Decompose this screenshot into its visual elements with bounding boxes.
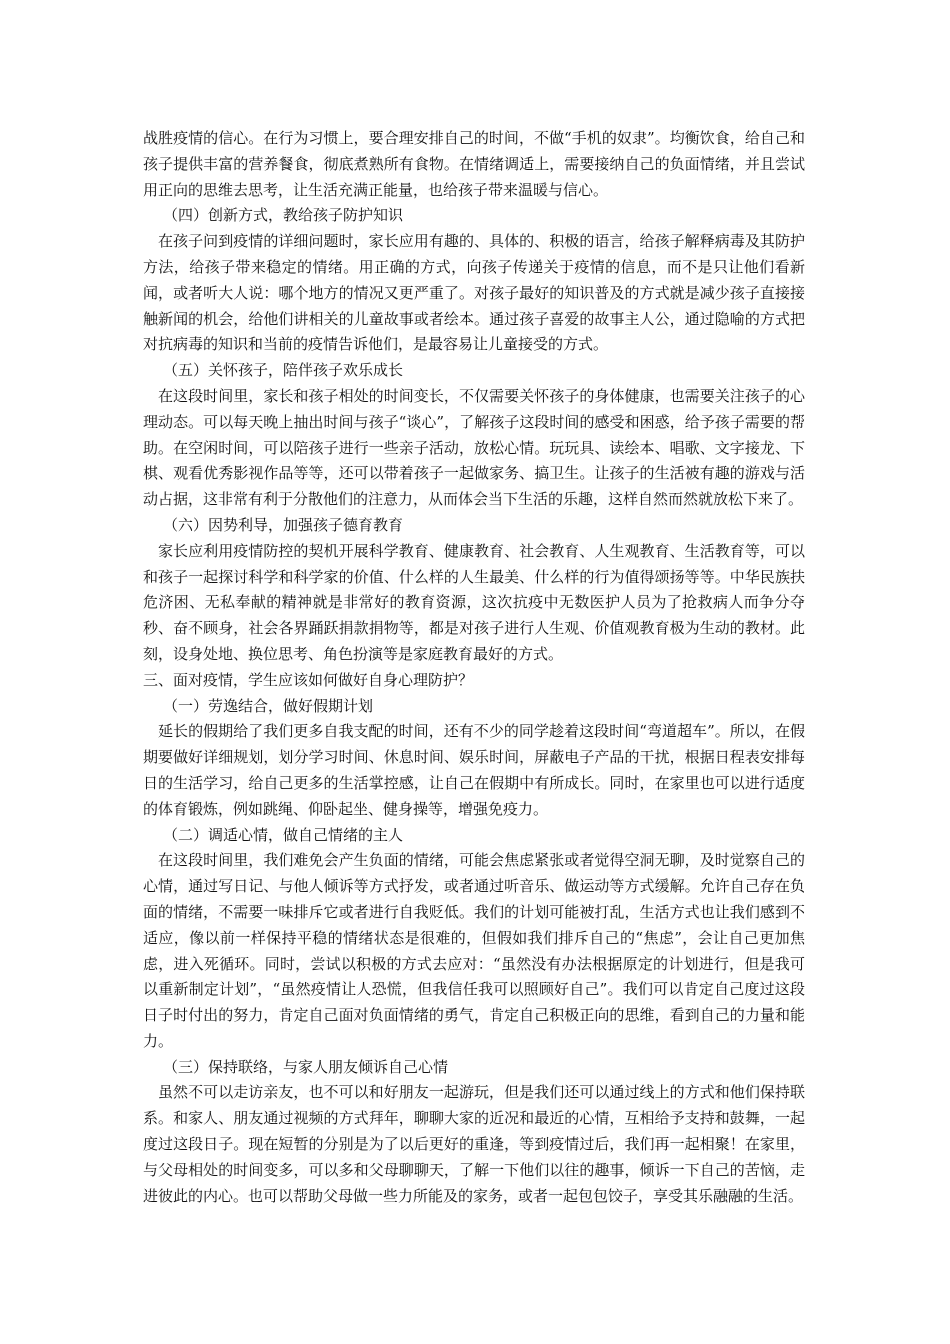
document-page <box>143 126 805 1209</box>
paragraph-confidence: 战胜疫情的信心。在行为习惯上，要合理安排自己的时间，不做“手机的奴隶”。均衡饮食，给自己和孩子提供丰富的营养餐食，彻底煮熟所有食物。在情绪调适上，需要接纳自己的负面情绪，并且尝试用正向的思维去思考，让生活充满正能量，也给孩子带来温暖与信心。 <box>143 129 805 199</box>
heading-subsection-1: （一）劳逸结合，做好假期计划 <box>163 696 374 715</box>
paragraph-emotion-regulation: 在这段时间里，我们难免会产生负面的情绪，可能会焦虑紧张或者觉得空洞无聊，及时觉察自己的心情，通过写日记、与他人倾诉等方式抒发，或者通过听音乐、做运动等方式缓解。允许自己存在负面的情绪，不需要一味排斥它或者进行自我贬低。我们的计划可能被打乱，生活方式也让我们感到不适应，像以前一样保持平稳的情绪状态是很难的，但假如我们排斥自己的“焦虑”，会让自己更加焦虑，进入死循环。同时，尝试以积极的方式去应对：“虽然没有办法根据原定的计划进行，但是我可以重新制定计划”，“虽然疫情让人恐慌，但我信任我可以照顾好自己”。我们可以肯定自己度过这段日子时付出的努力，肯定自己面对负面情绪的勇气，肯定自己积极正向的思维，看到自己的力量和能力。 <box>143 851 805 1050</box>
heading-section-4: （四）创新方式，教给孩子防护知识 <box>163 206 404 225</box>
paragraph-holiday-plan: 延长的假期给了我们更多自我支配的时间，还有不少的同学趁着这段时间“弯道超车”。所以，在假期要做好详细规划，划分学习时间、休息时间、娱乐时间，屏蔽电子产品的干扰，根据日程表安排每日的生活学习，给自己更多的生活掌控感，让自己在假期中有所成长。同时，在家里也可以进行适度的体育锻炼，例如跳绳、仰卧起坐、健身操等，增强免疫力。 <box>143 722 805 818</box>
heading-section-6: （六）因势利导，加强孩子德育教育 <box>163 515 404 534</box>
paragraph-moral-education: 家长应利用疫情防控的契机开展科学教育、健康教育、社会教育、人生观教育、生活教育等，可以和孩子一起探讨科学和科学家的价值、什么样的人生最美、什么样的行为值得颂扬等等。中华民族扶危济困、无私奉献的精神就是非常好的教育资源，这次抗疫中无数医护人员为了抢救病人而争分夺秒、奋不顾身，社会各界踊跃捐款捐物等，都是对孩子进行人生观、价值观教育极为生动的教材。此刻，设身处地、换位思考、角色扮演等是家庭教育最好的方式。 <box>143 541 805 663</box>
paragraph-care-children: 在这段时间里，家长和孩子相处的时间变长，不仅需要关怀孩子的身体健康，也需要关注孩子的心理动态。可以每天晚上抽出时间与孩子“谈心”，了解孩子这段时间的感受和困惑，给予孩子需要的帮助。在空闲时间，可以陪孩子进行一些亲子活动，放松心情。玩玩具、读绘本、唱歌、文字接龙、下棋、观看优秀影视作品等等，还可以带着孩子一起做家务、搞卫生。让孩子的生活被有趣的游戏与活动占据，这非常有利于分散他们的注意力，从而体会当下生活的乐趣，这样自然而然就放松下来了。 <box>143 386 805 509</box>
heading-section-5: （五）关怀孩子，陪伴孩子欢乐成长 <box>163 361 404 380</box>
heading-subsection-3: （三）保持联络，与家人朋友倾诉自己心情 <box>163 1057 449 1076</box>
paragraph-protection-knowledge: 在孩子问到疫情的详细问题时，家长应用有趣的、具体的、积极的语言，给孩子解释病毒及其防护方法，给孩子带来稳定的情绪。用正确的方式，向孩子传递关于疫情的信息，而不是只让他们看新闻，或者听大人说：哪个地方的情况又更严重了。对孩子最好的知识普及的方式就是减少孩子直接接触新闻的机会，给他们讲相关的儿童故事或者绘本。通过孩子喜爱的故事主人公，通过隐喻的方式把对抗病毒的知识和当前的疫情告诉他们，是最容易让儿童接受的方式。 <box>143 232 805 354</box>
heading-part-3: 三、面对疫情，学生应该如何做好自身心理防护？ <box>143 670 474 689</box>
paragraph-keep-in-touch: 虽然不可以走访亲友，也不可以和好朋友一起游玩，但是我们还可以通过线上的方式和他们保持联系。和家人、朋友通过视频的方式拜年，聊聊大家的近况和最近的心情，互相给予支持和鼓舞，一起度过这段日子。现在短暂的分别是为了以后更好的重逢，等到疫情过后，我们再一起相聚！在家里，与父母相处的时间变多，可以多和父母聊聊天，了解一下他们以往的趣事，倾诉一下自己的苦恼，走进彼此的内心。也可以帮助父母做一些力所能及的家务，或者一起包包饺子，享受其乐融融的生活。 <box>143 1083 805 1205</box>
heading-subsection-2: （二）调适心情，做自己情绪的主人 <box>163 825 404 844</box>
